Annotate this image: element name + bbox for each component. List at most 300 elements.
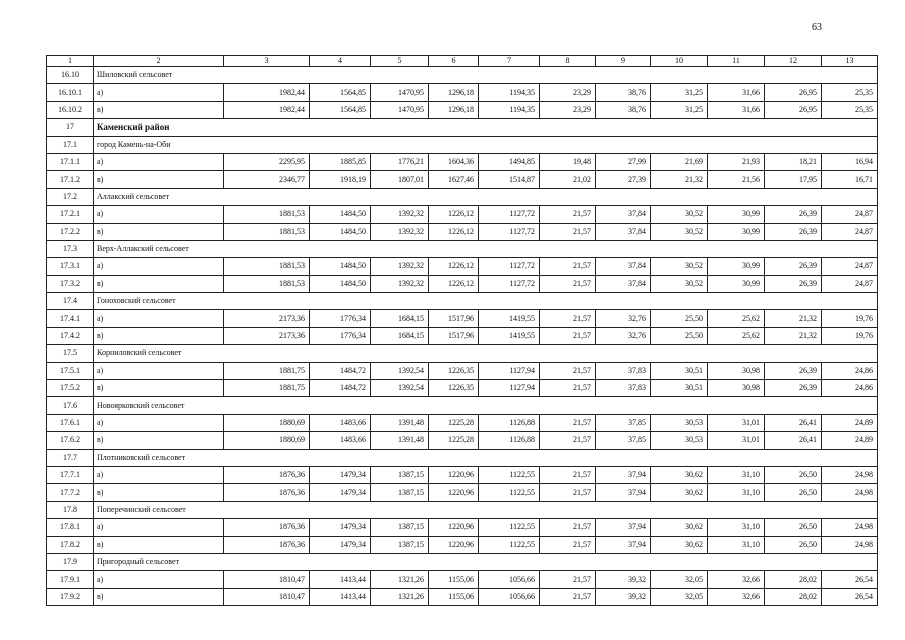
table-cell: 24,87 [822, 258, 878, 275]
table-cell: 2295,95 [224, 153, 310, 170]
table-cell: 24,86 [822, 380, 878, 397]
row-variant: а) [94, 362, 224, 379]
table-row [47, 362, 878, 379]
table-cell: 37,94 [596, 519, 651, 536]
row-variant: в) [94, 588, 224, 605]
table-cell: 21,93 [708, 153, 765, 170]
row-variant: а) [94, 206, 224, 223]
settlement-header-row [47, 240, 878, 257]
table-cell: 30,53 [651, 432, 708, 449]
table-cell: 39,32 [596, 588, 651, 605]
table-cell: 24,89 [822, 414, 878, 431]
row-variant: а) [94, 466, 224, 483]
table-cell: 1881,53 [224, 258, 310, 275]
table-cell: 1387,15 [371, 466, 429, 483]
row-code: 17.1.1 [47, 153, 94, 170]
table-cell: 31,66 [708, 101, 765, 118]
table-cell: 1225,28 [429, 432, 479, 449]
column-number-header: 4 [310, 56, 371, 67]
table-cell: 1122,55 [479, 466, 540, 483]
table-cell: 1881,53 [224, 223, 310, 240]
table-cell: 25,62 [708, 310, 765, 327]
table-cell: 1155,06 [429, 588, 479, 605]
table-cell: 21,57 [540, 571, 596, 588]
table-cell: 1494,85 [479, 153, 540, 170]
table-cell: 1484,50 [310, 223, 371, 240]
settlement-header-row [47, 501, 878, 518]
settlement-name: Шиловский сельсовет [94, 67, 878, 84]
table-cell: 28,02 [765, 588, 822, 605]
table-cell: 37,85 [596, 432, 651, 449]
table-cell: 30,62 [651, 466, 708, 483]
table-cell: 1127,72 [479, 258, 540, 275]
row-variant: в) [94, 380, 224, 397]
table-cell: 21,57 [540, 466, 596, 483]
table-cell: 24,87 [822, 275, 878, 292]
row-variant: в) [94, 101, 224, 118]
row-code: 17.7.1 [47, 466, 94, 483]
table-cell: 24,98 [822, 519, 878, 536]
table-cell: 1810,47 [224, 588, 310, 605]
row-code: 16.10.2 [47, 101, 94, 118]
table-cell: 37,83 [596, 380, 651, 397]
table-cell: 1413,44 [310, 571, 371, 588]
table-cell: 26,41 [765, 432, 822, 449]
table-row [47, 84, 878, 101]
table-cell: 25,35 [822, 101, 878, 118]
table-cell: 21,57 [540, 536, 596, 553]
table-cell: 24,98 [822, 536, 878, 553]
table-cell: 24,87 [822, 223, 878, 240]
table-cell: 37,85 [596, 414, 651, 431]
table-cell: 1880,69 [224, 432, 310, 449]
table-cell: 30,52 [651, 206, 708, 223]
table-cell: 17,95 [765, 171, 822, 188]
row-code: 17.9.1 [47, 571, 94, 588]
column-number-header: 7 [479, 56, 540, 67]
table-cell: 1122,55 [479, 536, 540, 553]
table-cell: 26,50 [765, 484, 822, 501]
table-cell: 21,57 [540, 206, 596, 223]
table-cell: 19,76 [822, 327, 878, 344]
table-cell: 37,94 [596, 484, 651, 501]
table-cell: 26,39 [765, 362, 822, 379]
row-code: 17.2.1 [47, 206, 94, 223]
table-cell: 1982,44 [224, 84, 310, 101]
table-cell: 30,52 [651, 258, 708, 275]
table-cell: 1810,47 [224, 571, 310, 588]
table-cell: 1220,96 [429, 536, 479, 553]
table-cell: 30,62 [651, 484, 708, 501]
table-cell: 27,39 [596, 171, 651, 188]
settlement-name: Плотниковский сельсовет [94, 449, 878, 466]
settlement-name: Новоярковский сельсовет [94, 397, 878, 414]
table-cell: 26,39 [765, 275, 822, 292]
settlement-header-row [47, 188, 878, 205]
table-cell: 1387,15 [371, 519, 429, 536]
table-cell: 1220,96 [429, 466, 479, 483]
table-cell: 1484,72 [310, 362, 371, 379]
table-cell: 30,99 [708, 206, 765, 223]
table-cell: 1876,36 [224, 466, 310, 483]
table-cell: 1387,15 [371, 484, 429, 501]
row-code: 17.5 [47, 345, 94, 362]
table-cell: 1484,72 [310, 380, 371, 397]
table-cell: 30,99 [708, 275, 765, 292]
column-number-header: 13 [822, 56, 878, 67]
row-code: 17.9 [47, 553, 94, 570]
column-number-header: 8 [540, 56, 596, 67]
row-code: 16.10.1 [47, 84, 94, 101]
row-code: 17.7 [47, 449, 94, 466]
table-cell: 1126,88 [479, 432, 540, 449]
table-cell: 28,02 [765, 571, 822, 588]
table-cell: 25,62 [708, 327, 765, 344]
row-variant: а) [94, 258, 224, 275]
table-cell: 1479,34 [310, 466, 371, 483]
table-cell: 2173,36 [224, 327, 310, 344]
row-code: 17.7.2 [47, 484, 94, 501]
table-cell: 19,48 [540, 153, 596, 170]
table-cell: 1564,85 [310, 101, 371, 118]
table-cell: 21,57 [540, 275, 596, 292]
table-cell: 21,57 [540, 414, 596, 431]
table-cell: 37,84 [596, 223, 651, 240]
table-cell: 21,57 [540, 484, 596, 501]
table-row [47, 466, 878, 483]
table-row [47, 588, 878, 605]
table-cell: 1881,53 [224, 206, 310, 223]
table-row [47, 536, 878, 553]
row-variant: а) [94, 84, 224, 101]
settlement-name: Пригородный сельсовет [94, 553, 878, 570]
table-cell: 21,02 [540, 171, 596, 188]
table-cell: 32,05 [651, 588, 708, 605]
table-cell: 1918,19 [310, 171, 371, 188]
table-cell: 24,89 [822, 432, 878, 449]
table-cell: 21,57 [540, 310, 596, 327]
table-cell: 23,29 [540, 84, 596, 101]
table-cell: 1776,34 [310, 310, 371, 327]
table-cell: 26,95 [765, 101, 822, 118]
tariff-table [46, 55, 878, 606]
table-cell: 1296,18 [429, 84, 479, 101]
table-cell: 1684,15 [371, 310, 429, 327]
table-cell: 1483,66 [310, 432, 371, 449]
table-cell: 1226,35 [429, 362, 479, 379]
table-cell: 1392,32 [371, 258, 429, 275]
table-cell: 1392,54 [371, 362, 429, 379]
table-cell: 30,51 [651, 380, 708, 397]
table-cell: 32,66 [708, 571, 765, 588]
table-cell: 31,10 [708, 484, 765, 501]
table-cell: 21,32 [765, 327, 822, 344]
row-variant: в) [94, 223, 224, 240]
row-code: 17.4.1 [47, 310, 94, 327]
table-cell: 2346,77 [224, 171, 310, 188]
row-variant: а) [94, 414, 224, 431]
settlement-header-row [47, 397, 878, 414]
table-cell: 30,51 [651, 362, 708, 379]
settlement-name: Верх-Аллакский сельсовет [94, 240, 878, 257]
column-number-header: 2 [94, 56, 224, 67]
row-code: 17.4 [47, 293, 94, 310]
table-cell: 1880,69 [224, 414, 310, 431]
table-cell: 26,50 [765, 466, 822, 483]
table-row [47, 153, 878, 170]
table-row [47, 101, 878, 118]
table-cell: 26,54 [822, 571, 878, 588]
column-number-header-row [47, 56, 878, 67]
row-variant: в) [94, 327, 224, 344]
table-cell: 38,76 [596, 101, 651, 118]
table-cell: 1479,34 [310, 484, 371, 501]
table-cell: 32,66 [708, 588, 765, 605]
row-variant: а) [94, 310, 224, 327]
table-cell: 31,10 [708, 466, 765, 483]
table-cell: 1226,12 [429, 223, 479, 240]
table-row [47, 327, 878, 344]
table-cell: 30,52 [651, 275, 708, 292]
table-body [47, 56, 878, 606]
table-cell: 1220,96 [429, 484, 479, 501]
table-cell: 25,50 [651, 327, 708, 344]
table-cell: 30,62 [651, 519, 708, 536]
table-cell: 1881,53 [224, 275, 310, 292]
table-cell: 21,57 [540, 519, 596, 536]
column-number-header: 9 [596, 56, 651, 67]
table-cell: 1484,50 [310, 258, 371, 275]
settlement-name: Аллакский сельсовет [94, 188, 878, 205]
settlement-name: город Камень-на-Оби [94, 136, 878, 153]
row-code: 16.10 [47, 67, 94, 84]
table-row [47, 571, 878, 588]
table-cell: 21,56 [708, 171, 765, 188]
table-cell: 1194,35 [479, 101, 540, 118]
table-cell: 31,10 [708, 519, 765, 536]
table-cell: 37,84 [596, 206, 651, 223]
table-cell: 1226,35 [429, 380, 479, 397]
table-cell: 21,69 [651, 153, 708, 170]
table-cell: 1392,32 [371, 206, 429, 223]
row-variant: а) [94, 571, 224, 588]
table-cell: 1122,55 [479, 519, 540, 536]
table-cell: 1122,55 [479, 484, 540, 501]
table-cell: 1517,96 [429, 310, 479, 327]
table-cell: 30,99 [708, 258, 765, 275]
table-cell: 31,66 [708, 84, 765, 101]
district-name: Каменский район [94, 119, 878, 136]
table-cell: 25,35 [822, 84, 878, 101]
row-code: 17.9.2 [47, 588, 94, 605]
row-variant: а) [94, 519, 224, 536]
row-code: 17.8.1 [47, 519, 94, 536]
table-cell: 16,94 [822, 153, 878, 170]
table-cell: 37,84 [596, 258, 651, 275]
row-code: 17 [47, 119, 94, 136]
table-cell: 30,52 [651, 223, 708, 240]
table-cell: 31,25 [651, 84, 708, 101]
table-cell: 1479,34 [310, 519, 371, 536]
table-cell: 1226,12 [429, 206, 479, 223]
row-code: 17.6 [47, 397, 94, 414]
row-code: 17.8 [47, 501, 94, 518]
table-cell: 1807,01 [371, 171, 429, 188]
table-cell: 26,41 [765, 414, 822, 431]
table-cell: 1776,21 [371, 153, 429, 170]
table-cell: 18,21 [765, 153, 822, 170]
table-cell: 37,94 [596, 466, 651, 483]
table-cell: 21,57 [540, 258, 596, 275]
table-cell: 19,76 [822, 310, 878, 327]
table-cell: 26,50 [765, 536, 822, 553]
row-code: 17.5.2 [47, 380, 94, 397]
table-cell: 31,10 [708, 536, 765, 553]
table-cell: 1627,46 [429, 171, 479, 188]
row-code: 17.1 [47, 136, 94, 153]
row-code: 17.3.2 [47, 275, 94, 292]
table-cell: 2173,36 [224, 310, 310, 327]
table-cell: 1413,44 [310, 588, 371, 605]
table-cell: 30,62 [651, 536, 708, 553]
table-cell: 1127,72 [479, 206, 540, 223]
table-cell: 1470,95 [371, 84, 429, 101]
table-cell: 1876,36 [224, 519, 310, 536]
column-number-header: 10 [651, 56, 708, 67]
table-cell: 1876,36 [224, 536, 310, 553]
settlement-name: Гоноховский сельсовет [94, 293, 878, 310]
table-cell: 30,98 [708, 362, 765, 379]
table-cell: 1885,85 [310, 153, 371, 170]
table-cell: 39,32 [596, 571, 651, 588]
table-cell: 26,39 [765, 206, 822, 223]
table-cell: 30,53 [651, 414, 708, 431]
table-row [47, 275, 878, 292]
table-cell: 1127,72 [479, 275, 540, 292]
table-cell: 1392,32 [371, 275, 429, 292]
table-cell: 26,39 [765, 223, 822, 240]
column-number-header: 6 [429, 56, 479, 67]
table-row [47, 310, 878, 327]
row-code: 17.1.2 [47, 171, 94, 188]
table-cell: 21,57 [540, 362, 596, 379]
table-cell: 1194,35 [479, 84, 540, 101]
table-cell: 1155,06 [429, 571, 479, 588]
table-cell: 21,32 [765, 310, 822, 327]
table-cell: 37,94 [596, 536, 651, 553]
table-cell: 1392,32 [371, 223, 429, 240]
table-cell: 1321,26 [371, 588, 429, 605]
settlement-header-row [47, 293, 878, 310]
settlement-header-row [47, 345, 878, 362]
table-cell: 31,01 [708, 432, 765, 449]
row-code: 17.5.1 [47, 362, 94, 379]
table-cell: 32,76 [596, 310, 651, 327]
table-cell: 1387,15 [371, 536, 429, 553]
table-cell: 24,98 [822, 466, 878, 483]
table-cell: 21,57 [540, 588, 596, 605]
column-number-header: 3 [224, 56, 310, 67]
table-cell: 1484,50 [310, 206, 371, 223]
table-cell: 24,98 [822, 484, 878, 501]
table-row [47, 380, 878, 397]
district-header-row [47, 119, 878, 136]
row-variant: а) [94, 153, 224, 170]
row-code: 17.6.2 [47, 432, 94, 449]
table-cell: 26,39 [765, 380, 822, 397]
table-cell: 31,25 [651, 101, 708, 118]
table-cell: 1484,50 [310, 275, 371, 292]
table-cell: 21,57 [540, 327, 596, 344]
settlement-header-row [47, 67, 878, 84]
row-code: 17.3.1 [47, 258, 94, 275]
row-variant: в) [94, 536, 224, 553]
row-variant: в) [94, 275, 224, 292]
table-cell: 37,83 [596, 362, 651, 379]
table-cell: 1776,34 [310, 327, 371, 344]
table-cell: 1127,94 [479, 362, 540, 379]
column-number-header: 11 [708, 56, 765, 67]
table-row [47, 432, 878, 449]
table-cell: 1220,96 [429, 519, 479, 536]
table-row [47, 258, 878, 275]
row-variant: в) [94, 171, 224, 188]
table-cell: 1881,75 [224, 362, 310, 379]
page-number: 63 [812, 22, 822, 33]
column-number-header: 12 [765, 56, 822, 67]
table-cell: 21,32 [651, 171, 708, 188]
row-variant: в) [94, 432, 224, 449]
table-cell: 30,98 [708, 380, 765, 397]
table-cell: 1483,66 [310, 414, 371, 431]
table-cell: 24,86 [822, 362, 878, 379]
table-cell: 1517,96 [429, 327, 479, 344]
table-cell: 1470,95 [371, 101, 429, 118]
table-cell: 24,87 [822, 206, 878, 223]
table-cell: 21,57 [540, 380, 596, 397]
row-code: 17.3 [47, 240, 94, 257]
table-cell: 27,99 [596, 153, 651, 170]
table-cell: 26,50 [765, 519, 822, 536]
table-cell: 1225,28 [429, 414, 479, 431]
table-cell: 1126,88 [479, 414, 540, 431]
table-row [47, 171, 878, 188]
table-cell: 1296,18 [429, 101, 479, 118]
table-row [47, 414, 878, 431]
table-cell: 1881,75 [224, 380, 310, 397]
table-cell: 1479,34 [310, 536, 371, 553]
table-cell: 1321,26 [371, 571, 429, 588]
table-row [47, 484, 878, 501]
table-cell: 26,95 [765, 84, 822, 101]
table-cell: 1564,85 [310, 84, 371, 101]
table-cell: 1391,48 [371, 414, 429, 431]
settlement-name: Поперечинский сельсовет [94, 501, 878, 518]
table-cell: 1982,44 [224, 101, 310, 118]
table-cell: 1419,55 [479, 327, 540, 344]
table-row [47, 206, 878, 223]
settlement-name: Корниловский сельсовет [94, 345, 878, 362]
row-variant: в) [94, 484, 224, 501]
table-cell: 1391,48 [371, 432, 429, 449]
row-code: 17.2.2 [47, 223, 94, 240]
settlement-header-row [47, 136, 878, 153]
table-cell: 25,50 [651, 310, 708, 327]
table-cell: 1226,12 [429, 258, 479, 275]
table-cell: 32,05 [651, 571, 708, 588]
table-cell: 1604,36 [429, 153, 479, 170]
table-cell: 1056,66 [479, 588, 540, 605]
